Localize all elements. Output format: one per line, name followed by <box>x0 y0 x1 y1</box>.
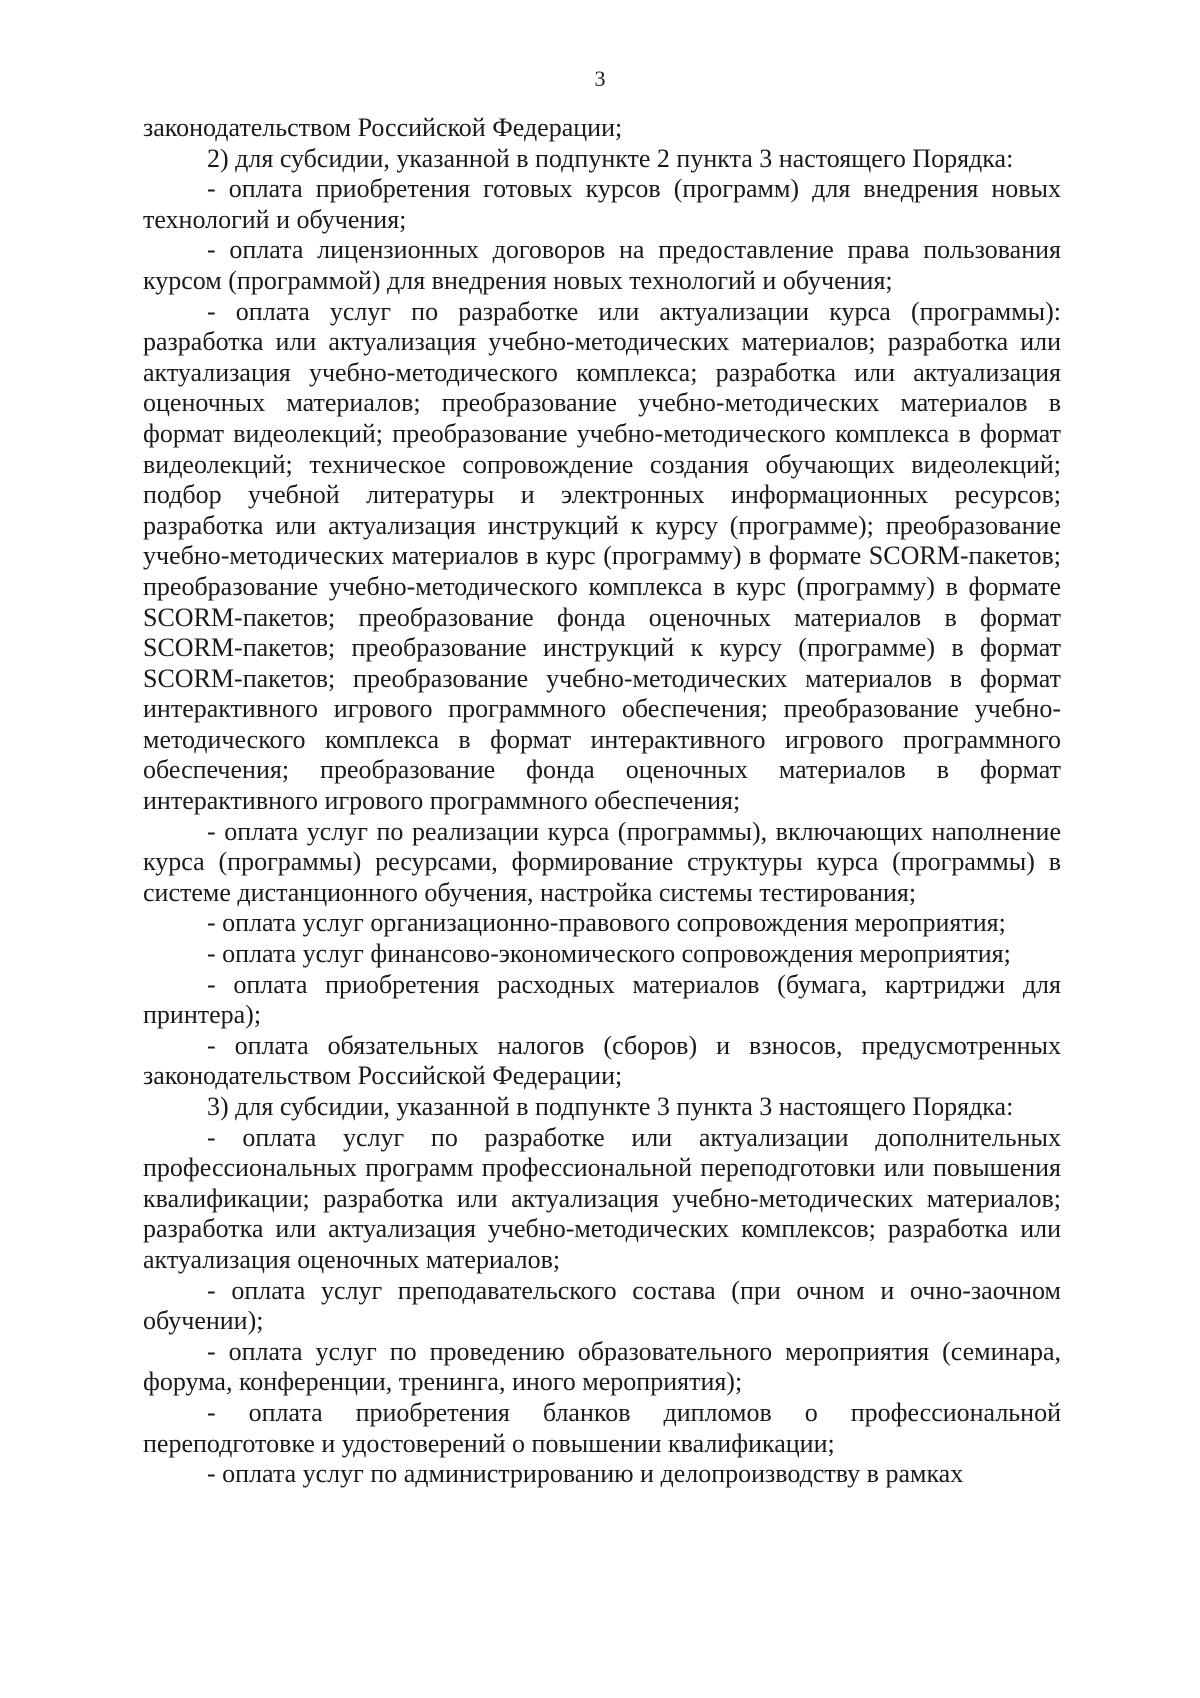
paragraph-item: - оплата услуг организационно-правового сопровождения мероприятия; <box>207 908 1006 938</box>
paragraph-item: - оплата услуг по разработке или актуализации дополнительных профессиональных программ профессиональной переподготовки или повышения квалификации; разработка или актуализация учебно-методических материалов; разработка или актуализация учебно-методических комплексов; разработка или актуализация оценочных материалов; <box>143 1122 1061 1274</box>
document-body <box>143 113 1061 1490</box>
paragraph-item: - оплата услуг преподавательского состава (при очном и очно-заочном обучении); <box>143 1275 1061 1336</box>
paragraph-subsidy-2-heading: 2) для субсидии, указанной в подпункте 2 пункта 3 настоящего Порядка: <box>207 143 1014 173</box>
paragraph-item: - оплата услуг по проведению образовательного мероприятия (семинара, форума, конференции, тренинга, иного мероприятия); <box>143 1336 1061 1397</box>
paragraph-item: - оплата услуг по разработке или актуализации курса (программы): разработка или актуализация учебно-методических материалов; разработка или актуализация учебно-методического комплекса; разработка или актуализация оценочных материалов; преобразование учебно-методических материалов в формат видеолекций; преобразование учебно-методического комплекса в формат видеолекций; техническое сопровождение создания обучающих видеолекций; подбор учебной литературы и электронных информационных ресурсов; разработка или актуализация инструкций к курсу (программе); преобразование учебно-методических материалов в курс (программу) в формате SCORM-пакетов; преобразование учебно-методического комплекса в курс (программу) в формате SCORM-пакетов; преобразование фонда оценочных материалов в формат SCORM-пакетов; преобразование инструкций к курсу (программе) в формат SCORM-пакетов; преобразование учебно-методических материалов в формат интерактивного игрового программного обеспечения; преобразование учебно-методического комплекса в формат интерактивного игрового программного обеспечения; преобразование фонда оценочных материалов в формат интерактивного игрового программного обеспечения; <box>143 296 1061 816</box>
paragraph-item: - оплата приобретения бланков дипломов о профессиональной переподготовке и удостоверений о повышении квалификации; <box>143 1397 1061 1458</box>
paragraph-item: - оплата услуг по администрированию и делопроизводству в рамках <box>207 1459 964 1489</box>
paragraph-item: - оплата обязательных налогов (сборов) и взносов, предусмотренных законодательством Российской Федерации; <box>143 1030 1061 1091</box>
paragraph-item: - оплата приобретения расходных материалов (бумага, картриджи для принтера); <box>143 969 1061 1030</box>
paragraph-item: - оплата услуг финансово-экономического сопровождения мероприятия; <box>207 939 1011 969</box>
paragraph-item: - оплата лицензионных договоров на предоставление права пользования курсом (программой) для внедрения новых технологий и обучения; <box>143 235 1061 295</box>
paragraph-item: - оплата услуг по реализации курса (программы), включающих наполнение курса (программы) ресурсами, формирование структуры курса (программы) в системе дистанционного обучения, настройка системы тестирования; <box>143 816 1061 907</box>
paragraph-item: - оплата приобретения готовых курсов (программ) для внедрения новых технологий и обучения; <box>143 174 1061 234</box>
paragraph-subsidy-3-heading: 3) для субсидии, указанной в подпункте 3 пункта 3 настоящего Порядка: <box>207 1092 1014 1121</box>
paragraph-continuation: законодательством Российской Федерации; <box>143 113 623 142</box>
page-number: 3 <box>594 66 606 91</box>
